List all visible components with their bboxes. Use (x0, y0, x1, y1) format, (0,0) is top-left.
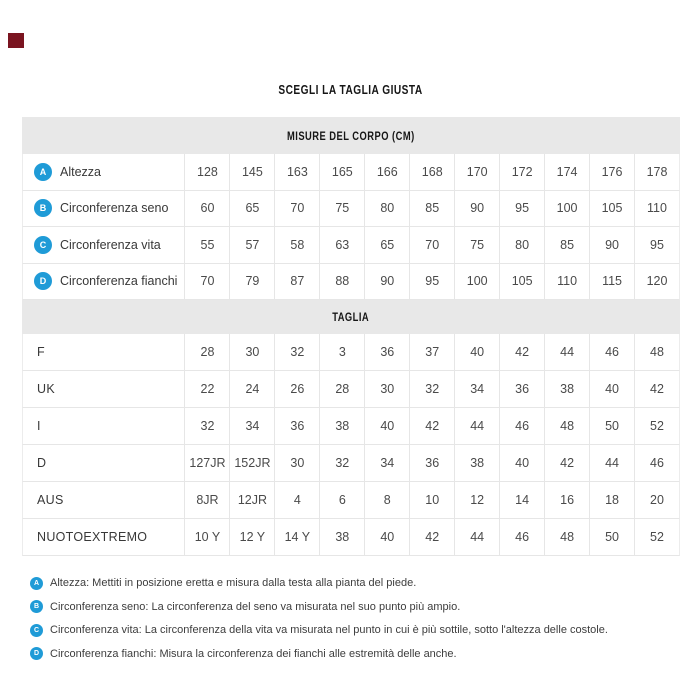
sizes-section (22, 334, 680, 556)
measure-label: Circonferenza fianchi (60, 274, 178, 289)
size-value: 10 (409, 482, 454, 518)
size-value: 10 Y (184, 519, 229, 555)
measure-value: 100 (544, 191, 589, 227)
size-value: 48 (544, 519, 589, 555)
size-value: 50 (589, 408, 634, 444)
footnote (30, 647, 680, 661)
size-label-cell (23, 445, 184, 481)
size-value: 52 (634, 519, 679, 555)
page-title (0, 81, 700, 99)
size-value: 42 (499, 334, 544, 370)
size-row (22, 408, 680, 445)
measure-value: 105 (499, 264, 544, 300)
footnote (30, 600, 680, 614)
measure-value: 55 (184, 227, 229, 263)
size-value: 34 (364, 445, 409, 481)
size-value: 44 (454, 519, 499, 555)
measure-value: 95 (499, 191, 544, 227)
size-label-cell (23, 519, 184, 555)
size-value: 38 (319, 519, 364, 555)
measure-value: 100 (454, 264, 499, 300)
footnote-text: Circonferenza vita: La circonferenza della vita va misurata nel punto in cui è più sottile, sotto l'altezza delle costole. (50, 624, 608, 636)
measure-value: 128 (184, 154, 229, 190)
size-value: 38 (544, 371, 589, 407)
section-header-body-measures (22, 117, 680, 154)
size-label-cell (23, 371, 184, 407)
footnote (30, 623, 680, 637)
size-value: 40 (499, 445, 544, 481)
size-value: 52 (634, 408, 679, 444)
measure-label-cell (23, 227, 184, 263)
size-value: 26 (274, 371, 319, 407)
measure-badge: D (34, 272, 52, 290)
size-value: 28 (184, 334, 229, 370)
measure-value: 85 (409, 191, 454, 227)
page-title-text: SCEGLI LA TAGLIA GIUSTA (277, 82, 423, 97)
size-value: 30 (229, 334, 274, 370)
size-value: 38 (454, 445, 499, 481)
measure-value: 90 (589, 227, 634, 263)
size-row (22, 371, 680, 408)
size-label: NUOTOEXTREMO (37, 530, 148, 544)
size-value: 42 (409, 519, 454, 555)
size-value: 12 (454, 482, 499, 518)
measure-value: 80 (499, 227, 544, 263)
measure-badge: C (34, 236, 52, 254)
size-value: 46 (634, 445, 679, 481)
measure-row (22, 264, 680, 301)
size-label: UK (37, 382, 55, 396)
measure-value: 115 (589, 264, 634, 300)
measure-value: 70 (184, 264, 229, 300)
size-value: 127JR (184, 445, 229, 481)
size-value: 44 (589, 445, 634, 481)
size-value: 46 (499, 408, 544, 444)
size-value: 14 (499, 482, 544, 518)
footnote (30, 576, 680, 590)
size-label: F (37, 345, 45, 359)
measure-value: 166 (364, 154, 409, 190)
footnote-text: Circonferenza fianchi: Misura la circonferenza dei fianchi alle estremità delle anche. (50, 647, 457, 660)
body-measures-section (22, 154, 680, 300)
measure-badge: A (34, 163, 52, 181)
size-value: 44 (544, 334, 589, 370)
size-value: 48 (634, 334, 679, 370)
size-value: 12JR (229, 482, 274, 518)
measure-label-cell (23, 191, 184, 227)
size-row (22, 445, 680, 482)
footnote-badge: B (30, 600, 43, 613)
measure-value: 60 (184, 191, 229, 227)
measure-label: Circonferenza seno (60, 201, 169, 216)
size-value: 38 (319, 408, 364, 444)
measure-value: 80 (364, 191, 409, 227)
measure-value: 105 (589, 191, 634, 227)
measure-value: 88 (319, 264, 364, 300)
size-value: 36 (274, 408, 319, 444)
size-value: 36 (409, 445, 454, 481)
measure-value: 70 (409, 227, 454, 263)
footnote-badge: A (30, 577, 43, 590)
footnote-text: Altezza: Mettiti in posizione eretta e misura dalla testa alla pianta del piede. (50, 577, 417, 589)
measure-value: 90 (364, 264, 409, 300)
size-value: 40 (364, 408, 409, 444)
footnotes (30, 576, 680, 670)
size-label: AUS (37, 493, 64, 507)
size-value: 32 (184, 408, 229, 444)
size-value: 48 (544, 408, 589, 444)
measure-row (22, 227, 680, 264)
brand-logo-mark (8, 33, 24, 48)
measure-value: 178 (634, 154, 679, 190)
size-value: 44 (454, 408, 499, 444)
measure-value: 65 (364, 227, 409, 263)
measure-value: 70 (274, 191, 319, 227)
measure-value: 79 (229, 264, 274, 300)
size-value: 36 (364, 334, 409, 370)
size-label: I (37, 419, 41, 433)
measure-row (22, 154, 680, 191)
size-row (22, 334, 680, 371)
size-value: 34 (229, 408, 274, 444)
measure-value: 58 (274, 227, 319, 263)
size-value: 152JR (229, 445, 274, 481)
size-value: 46 (589, 334, 634, 370)
footnote-badge: D (30, 647, 43, 660)
measure-value: 176 (589, 154, 634, 190)
size-row (22, 482, 680, 519)
measure-value: 95 (409, 264, 454, 300)
size-value: 40 (364, 519, 409, 555)
size-value: 37 (409, 334, 454, 370)
measure-value: 87 (274, 264, 319, 300)
size-value: 8JR (184, 482, 229, 518)
measure-value: 110 (634, 191, 679, 227)
size-label: D (37, 456, 47, 470)
measure-value: 170 (454, 154, 499, 190)
size-value: 30 (274, 445, 319, 481)
measure-value: 145 (229, 154, 274, 190)
measure-label: Circonferenza vita (60, 237, 161, 252)
measure-value: 168 (409, 154, 454, 190)
size-value: 42 (634, 371, 679, 407)
size-row (22, 519, 680, 556)
measure-value: 165 (319, 154, 364, 190)
size-value: 20 (634, 482, 679, 518)
section-header-sizes (22, 300, 680, 334)
section-header-body-measures-label: MISURE DEL CORPO (CM) (287, 128, 415, 143)
measure-value: 174 (544, 154, 589, 190)
size-value: 30 (364, 371, 409, 407)
size-value: 24 (229, 371, 274, 407)
size-value: 32 (319, 445, 364, 481)
section-header-sizes-label: TAGLIA (332, 310, 370, 324)
size-label-cell (23, 408, 184, 444)
size-label-cell (23, 482, 184, 518)
size-value: 8 (364, 482, 409, 518)
measure-row (22, 191, 680, 228)
size-value: 12 Y (229, 519, 274, 555)
size-value: 40 (589, 371, 634, 407)
size-value: 40 (454, 334, 499, 370)
size-value: 50 (589, 519, 634, 555)
measure-value: 95 (634, 227, 679, 263)
size-value: 16 (544, 482, 589, 518)
size-value: 28 (319, 371, 364, 407)
measure-value: 90 (454, 191, 499, 227)
measure-label-cell (23, 264, 184, 300)
measure-value: 57 (229, 227, 274, 263)
size-value: 4 (274, 482, 319, 518)
size-value: 34 (454, 371, 499, 407)
measure-value: 172 (499, 154, 544, 190)
measure-value: 75 (454, 227, 499, 263)
size-value: 42 (409, 408, 454, 444)
size-value: 32 (274, 334, 319, 370)
size-chart-table (22, 117, 680, 556)
size-value: 32 (409, 371, 454, 407)
measure-value: 85 (544, 227, 589, 263)
measure-value: 63 (319, 227, 364, 263)
measure-badge: B (34, 199, 52, 217)
size-value: 3 (319, 334, 364, 370)
size-value: 46 (499, 519, 544, 555)
size-value: 18 (589, 482, 634, 518)
measure-value: 110 (544, 264, 589, 300)
size-value: 6 (319, 482, 364, 518)
measure-label: Altezza (60, 164, 101, 179)
measure-value: 163 (274, 154, 319, 190)
footnote-badge: C (30, 624, 43, 637)
measure-value: 120 (634, 264, 679, 300)
size-value: 36 (499, 371, 544, 407)
measure-value: 75 (319, 191, 364, 227)
measure-value: 65 (229, 191, 274, 227)
size-value: 14 Y (274, 519, 319, 555)
measure-label-cell (23, 154, 184, 190)
size-label-cell (23, 334, 184, 370)
footnote-text: Circonferenza seno: La circonferenza del seno va misurata nel suo punto più ampio. (50, 600, 461, 613)
size-value: 22 (184, 371, 229, 407)
size-value: 42 (544, 445, 589, 481)
